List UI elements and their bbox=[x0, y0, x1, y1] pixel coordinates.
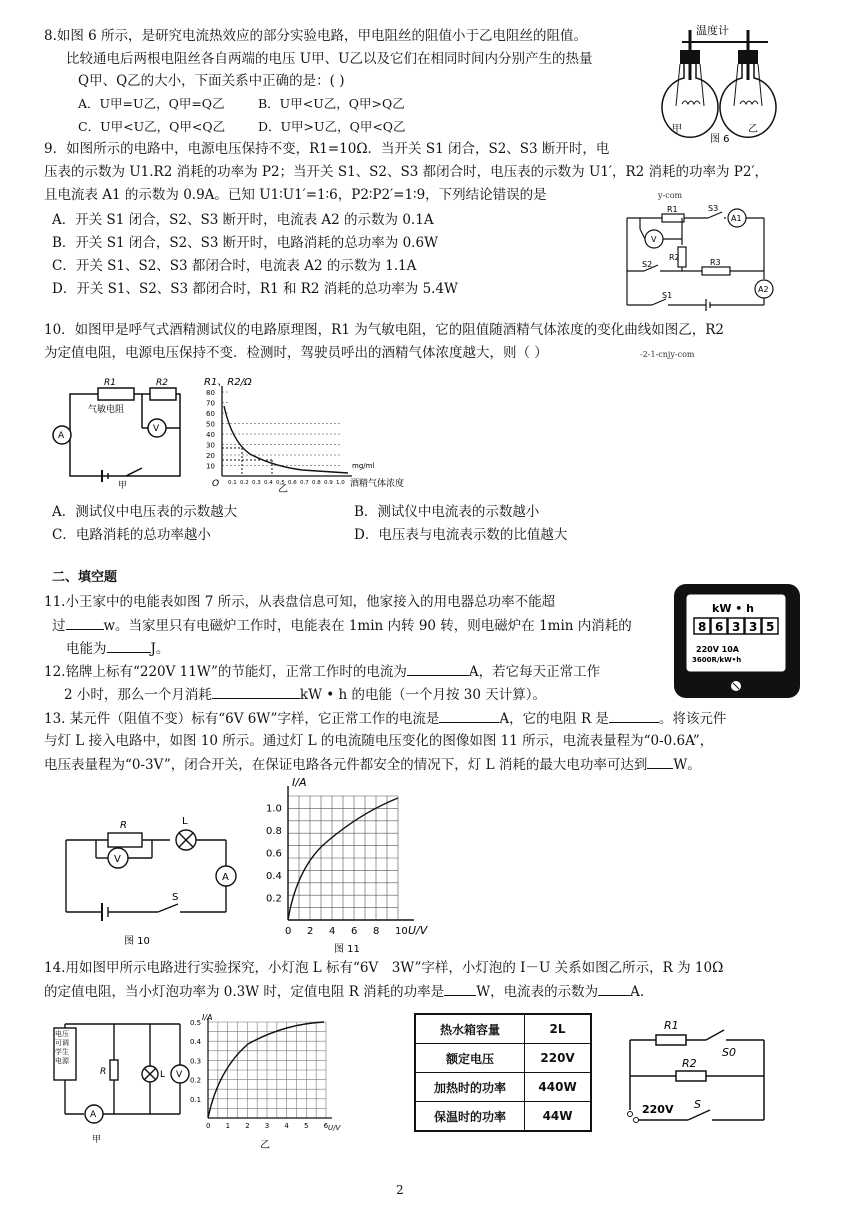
q10-sensor-label: 气敏电阻 bbox=[88, 405, 125, 415]
flask-right-label: 乙 bbox=[748, 124, 758, 135]
fig11-ylabel: I/A bbox=[292, 776, 307, 789]
q9-a1-label: A1 bbox=[731, 214, 742, 223]
q9-option-b: B．开关 S1 闭合，S2、S3 断开时，电路消耗的总功率为 0.6W bbox=[52, 235, 438, 251]
figure-6-flasks bbox=[650, 20, 790, 145]
fig11-xtick: 8 bbox=[373, 926, 380, 937]
spec-label: 保温时的功率 bbox=[415, 1102, 525, 1132]
q10-xtick: 0.2 bbox=[240, 480, 249, 486]
q14-yi-xlabel: U/V bbox=[328, 1124, 341, 1132]
q10-ytick: 50 bbox=[206, 420, 215, 429]
flask-left-label: 甲 bbox=[672, 124, 682, 135]
q10-xtick: 0.5 bbox=[276, 480, 285, 486]
q14-line1: 14.用如图甲所示电路进行实验探究，小灯泡 L 标有“6V 3W”字样，小灯泡的 I－U 关系如图乙所示，R 为 10Ω bbox=[44, 960, 724, 976]
q11-line2: 过 w。当家里只有电磁炉工作时，电能表在 1min 内转 90 转，则电磁炉在 1min 内消耗的 bbox=[52, 615, 632, 636]
meter-digit: 3 bbox=[732, 620, 741, 634]
q14-r-label: R bbox=[100, 1067, 107, 1077]
q14-xtick: 3 bbox=[264, 1122, 270, 1130]
meter-digit: 6 bbox=[715, 620, 724, 634]
fig11-xtick: 4 bbox=[329, 926, 336, 937]
q10-option-a: A．测试仪中电压表的示数越大 bbox=[52, 504, 238, 520]
q14-graph-yi bbox=[188, 1010, 348, 1150]
q14-r1-label: R1 bbox=[664, 1019, 679, 1032]
spec-value: 440W bbox=[525, 1073, 591, 1102]
fig10-r-label: R bbox=[120, 820, 127, 831]
meter-digit: 5 bbox=[766, 620, 775, 634]
q13-blank-3[interactable] bbox=[647, 754, 673, 769]
q14-xtick: 5 bbox=[304, 1122, 309, 1130]
q14-xtick: 2 bbox=[245, 1122, 250, 1130]
fig11-xtick: 6 bbox=[351, 926, 358, 937]
q9-circuit bbox=[622, 205, 772, 310]
q14-blank-2[interactable] bbox=[598, 981, 630, 996]
q14-ytick: 0.4 bbox=[190, 1038, 202, 1047]
q12-line2: 2 小时，那么一个月消耗 kW • h 的电能（一个月按 30 天计算）。 bbox=[64, 684, 546, 705]
thermometer-label: 温度计 bbox=[696, 24, 729, 37]
q10-line1: 10．如图甲是呼气式酒精测试仪的电路原理图，R1 为气敏电阻，它的阻值随酒精气体浓度的变化曲线如图乙，R2 bbox=[44, 322, 724, 338]
spec-label: 热水箱容量 bbox=[415, 1014, 525, 1044]
q9-option-d: D．开关 S1、S2、S3 都闭合时，R1 和 R2 消耗的总功率为 5.4W bbox=[52, 281, 458, 297]
q10-ytick: 10 bbox=[206, 462, 215, 471]
figure-10-circuit bbox=[60, 800, 250, 950]
q10-xtick: 0.6 bbox=[288, 480, 297, 486]
q10-xtick: 0.3 bbox=[252, 480, 261, 486]
figure-11-caption: 图 11 bbox=[334, 944, 360, 955]
spec-row bbox=[415, 1102, 591, 1132]
spec-value: 2L bbox=[525, 1014, 591, 1044]
electric-meter bbox=[672, 582, 802, 700]
q14-xtick: 1 bbox=[225, 1122, 231, 1130]
q10-xlabel: 酒精气体浓度 bbox=[350, 479, 405, 489]
q10-yi-ylabel: R1、R2/Ω bbox=[204, 377, 252, 388]
q9-v-label: V bbox=[651, 235, 657, 244]
spec-value: 44W bbox=[525, 1102, 591, 1132]
meter-unit: kW • h bbox=[712, 602, 754, 615]
q10-ytick: 80 bbox=[206, 389, 215, 397]
q13-blank-1[interactable] bbox=[439, 708, 499, 723]
q11-line3: 电能为 J。 bbox=[66, 638, 169, 659]
figure-11-graph bbox=[262, 772, 432, 954]
q10-yi-caption: 乙 bbox=[278, 484, 288, 495]
q13-blank-2[interactable] bbox=[609, 708, 659, 723]
q10-ytick: 40 bbox=[206, 431, 215, 439]
q14-v-label: V bbox=[176, 1070, 183, 1080]
q8-option-b: B．U甲<U乙，Q甲>Q乙 bbox=[258, 96, 405, 111]
q13-line2: 与灯 L 接入电路中，如图 10 所示。通过灯 L 的电流随电压变化的图像如图 11 所示，电流表量程为“0-0.6A”， bbox=[44, 733, 714, 749]
q8-option-d: D．U甲>U乙，Q甲<Q乙 bbox=[258, 119, 406, 134]
fig11-ytick: 0.6 bbox=[266, 848, 282, 860]
fig11-ytick: 0.4 bbox=[266, 871, 282, 882]
q10-ytick: 30 bbox=[206, 441, 215, 450]
fig11-ytick: 0.8 bbox=[266, 826, 282, 837]
meter-digit: 8 bbox=[698, 620, 707, 634]
q10-ytick: 70 bbox=[206, 399, 215, 408]
q10-unit: mg/ml bbox=[352, 462, 375, 470]
q14-r2-label: R2 bbox=[682, 1057, 697, 1070]
q10-graph-yi bbox=[202, 376, 405, 495]
q8-line3: Q甲、Q乙的大小，下面关系中正确的是：( ) bbox=[78, 73, 345, 89]
spec-value: 220V bbox=[525, 1044, 591, 1073]
figure-10-caption: 图 10 bbox=[124, 936, 150, 947]
q12-blank-1[interactable] bbox=[407, 661, 469, 676]
q10-jia-caption: 甲 bbox=[118, 481, 128, 491]
q10-option-c: C．电路消耗的总功率越小 bbox=[52, 527, 211, 543]
q10-ytick: 20 bbox=[206, 452, 215, 460]
meter-spec-2: 3600R/kW•h bbox=[692, 656, 742, 664]
q14-yi-caption: 乙 bbox=[260, 1140, 270, 1151]
q9-line1: 9．如图所示的电路中，电源电压保持不变，R1=10Ω．当开关 S1 闭合，S2、S3 断开时，电 bbox=[44, 141, 610, 157]
q12-line1: 12.铭牌上标有“220V 11W”的节能灯，正常工作时的电流为 A，若它每天正常工作 bbox=[44, 661, 600, 682]
q9-watermark: y-com bbox=[658, 191, 683, 200]
q10-line2: 为定值电阻，电源电压保持不变．检测时，驾驶员呼出的酒精气体浓度越大，则（ ） bbox=[44, 345, 548, 361]
q10-voltmeter-label: V bbox=[153, 424, 160, 434]
q10-xtick: 1.0 bbox=[336, 480, 345, 486]
q14-voltage-label: 220V bbox=[642, 1103, 674, 1116]
q9-option-c: C．开关 S1、S2、S3 都闭合时，电流表 A2 的示数为 1.1A bbox=[52, 258, 417, 274]
page-number: 2 bbox=[396, 1183, 404, 1197]
q14-yi-ylabel: I/A bbox=[202, 1013, 213, 1022]
q10-ammeter-label: A bbox=[58, 431, 65, 441]
q9-a2-label: A2 bbox=[758, 285, 769, 294]
figure-6-caption: 图 6 bbox=[710, 134, 730, 145]
q10-origin: O bbox=[212, 479, 220, 489]
q14-circuit-jia bbox=[52, 1022, 192, 1147]
q14-blank-1[interactable] bbox=[444, 981, 476, 996]
q14-s-label: S bbox=[694, 1098, 701, 1111]
q10-r2-label: R2 bbox=[156, 378, 168, 388]
q9-r3-label: R3 bbox=[710, 258, 721, 267]
spec-row bbox=[415, 1044, 591, 1073]
q10-ytick: 60 bbox=[206, 410, 215, 418]
fig10-a-label: A bbox=[222, 872, 229, 883]
q14-jia-caption: 甲 bbox=[92, 1135, 102, 1145]
spec-label: 加热时的功率 bbox=[415, 1073, 525, 1102]
fig10-l-label: L bbox=[182, 816, 188, 827]
fig11-xtick: 0 bbox=[285, 926, 292, 937]
q10-xtick: 0.9 bbox=[324, 480, 333, 486]
q9-s2-label: S2 bbox=[642, 260, 653, 269]
q9-r2-label: R2 bbox=[669, 253, 680, 262]
fig10-v-label: V bbox=[114, 854, 121, 865]
heater-spec-table bbox=[414, 1013, 592, 1132]
q10-option-d: D．电压表与电流表示数的比值越大 bbox=[354, 527, 568, 543]
q8-option-c: C．U甲<U乙，Q甲<Q乙 bbox=[78, 119, 226, 134]
q14-ytick: 0.1 bbox=[190, 1095, 202, 1104]
spec-row bbox=[415, 1014, 591, 1044]
q9-line3: 且电流表 A1 的示数为 0.9A。已知 U1∶U1′=1∶6，P2∶P2′=1∶9，下列结论错误的是 bbox=[44, 187, 547, 203]
q13-line1: 13. 某元件（阻值不变）标有“6V 6W”字样，它正常工作的电流是 A，它的电阻 R 是 。将该元件 bbox=[44, 708, 726, 729]
q8-line2: 比较通电后两根电阻丝各自两端的电压 U甲、U乙以及它们在相同时间内分别产生的热量 bbox=[66, 51, 593, 67]
q9-s1-label: S1 bbox=[662, 291, 673, 300]
meter-digit: 3 bbox=[749, 620, 758, 634]
q9-s3-label: S3 bbox=[708, 204, 719, 213]
q14-source-label: 电压可调学生电源 bbox=[55, 1030, 69, 1065]
q10-option-b: B．测试仪中电流表的示数越小 bbox=[354, 504, 540, 520]
q14-heater-circuit bbox=[624, 1016, 774, 1131]
q10-resistance-curve bbox=[224, 406, 348, 473]
fig11-xtick: 2 bbox=[307, 926, 314, 937]
q14-s0-label: S0 bbox=[722, 1046, 736, 1059]
q10-xtick: 0.1 bbox=[228, 480, 237, 486]
q10-watermark: -2-1-cnjy-com bbox=[640, 350, 695, 359]
q10-xtick: 0.4 bbox=[264, 480, 273, 486]
section-title: 二、填空题 bbox=[52, 570, 118, 585]
q9-r1-label: R1 bbox=[667, 205, 678, 214]
fig10-s-label: S bbox=[172, 892, 179, 903]
fig11-xlabel: U/V bbox=[408, 924, 428, 937]
spec-row bbox=[415, 1073, 591, 1102]
fig11-ytick: 1.0 bbox=[266, 803, 282, 815]
q14-ytick: 0.3 bbox=[190, 1057, 202, 1066]
q9-line2: 压表的示数为 U1.R2 消耗的功率为 P2；当开关 S1、S2、S3 都闭合时，电压表的示数为 U1′，R2 消耗的功率为 P2′， bbox=[44, 164, 769, 180]
q14-xtick: 6 bbox=[323, 1122, 329, 1130]
fig11-xtick: 10 bbox=[395, 926, 408, 937]
q10-circuit-jia bbox=[52, 378, 197, 491]
fig11-ytick: 0.2 bbox=[266, 893, 282, 905]
q10-xtick: 0.8 bbox=[312, 480, 321, 486]
q14-ytick: 0.2 bbox=[190, 1076, 202, 1085]
q8-line1: 8.如图 6 所示，是研究电流热效应的部分实验电路，甲电阻丝的阻值小于乙电阻丝的阻值。 bbox=[44, 28, 588, 44]
q10-xtick: 0.7 bbox=[300, 480, 309, 486]
q14-a-label: A bbox=[90, 1110, 97, 1120]
q12-blank-2[interactable] bbox=[212, 684, 300, 699]
q14-line2: 的定值电阻，当小灯泡功率为 0.3W 时，定值电阻 R 消耗的功率是 W，电流表的示数为 A. bbox=[44, 981, 644, 1002]
q14-xtick: 4 bbox=[284, 1122, 289, 1130]
q10-r1-label: R1 bbox=[104, 378, 116, 388]
q14-ytick: 0.5 bbox=[190, 1019, 202, 1027]
q14-l-label: L bbox=[160, 1070, 166, 1080]
q13-line3: 电压表量程为“0-3V”，闭合开关，在保证电路各元件都安全的情况下，灯 L 消耗的最大电功率可达到 W。 bbox=[44, 754, 701, 775]
q11-line1: 11.小王家中的电能表如图 7 所示，从表盘信息可知，他家接入的用电器总功率不能超 bbox=[44, 594, 556, 610]
spec-label: 额定电压 bbox=[415, 1044, 525, 1073]
q9-option-a: A．开关 S1 闭合，S2、S3 断开时，电流表 A2 的示数为 0.1A bbox=[52, 212, 434, 228]
q8-option-a: A．U甲=U乙，Q甲=Q乙 bbox=[78, 96, 225, 111]
q14-xtick: 0 bbox=[206, 1122, 211, 1130]
q11-blank-1[interactable] bbox=[66, 615, 104, 630]
meter-spec-1: 220V 10A bbox=[696, 645, 739, 654]
q11-blank-2[interactable] bbox=[107, 638, 151, 653]
